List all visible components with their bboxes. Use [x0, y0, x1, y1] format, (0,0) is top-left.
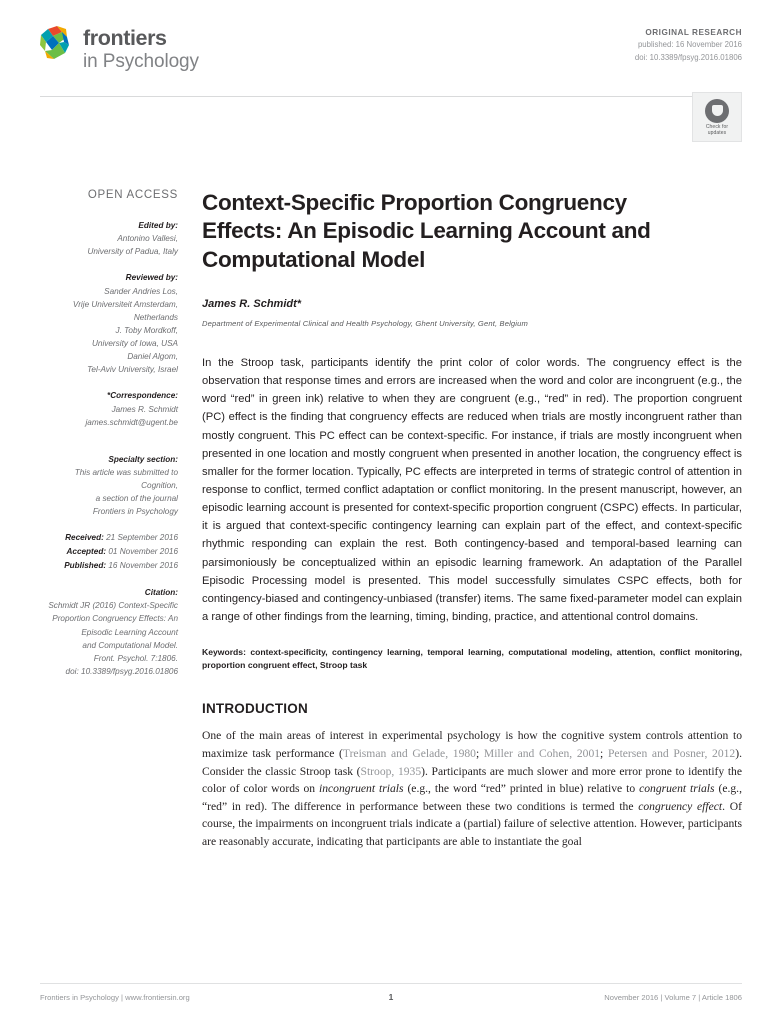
reviewer-line: Daniel Algom,: [127, 352, 178, 362]
citation-line: and Computational Model.: [82, 640, 178, 650]
crossmark-label-line2: updates: [707, 129, 727, 136]
reviewer-line: J. Toby Mordkoff,: [115, 325, 178, 335]
date-published-value: 16 November 2016: [108, 561, 178, 571]
footer-page-number: 1: [388, 992, 394, 1002]
author-affiliation: Department of Experimental Clinical and Health Psychology, Ghent University, Gent, Belgium: [202, 319, 528, 329]
header-article-meta: [635, 24, 742, 64]
journal-brand: [40, 24, 199, 71]
wordmark-frontiers: frontiers: [83, 26, 167, 50]
specialty-line: Cognition,: [141, 481, 178, 490]
wordmark-discipline: in Psychology: [83, 50, 199, 72]
citation-block: [40, 586, 178, 678]
intro-emphasis: incongruent trials: [319, 782, 404, 796]
introduction-paragraph: [202, 727, 742, 850]
citation-line: Proportion Congruency Effects: An: [52, 614, 178, 624]
header-divider: [40, 96, 742, 97]
article-doi[interactable]: doi: 10.3389/fpsyg.2016.01806: [634, 53, 742, 63]
intro-sep: ;: [600, 746, 608, 760]
published-date: published: 16 November 2016: [637, 40, 742, 49]
intro-text-b: ). Consider the classic Stroop task (: [202, 746, 742, 778]
date-received-label: Received:: [65, 533, 104, 543]
citation-link[interactable]: Miller and Cohen, 2001: [483, 746, 601, 760]
author-name: James R. Schmidt*: [202, 298, 302, 311]
crossmark-badge[interactable]: [692, 92, 742, 142]
article-type-label: ORIGINAL RESEARCH: [645, 28, 742, 37]
reviewer-line: Vrije Universiteit Amsterdam,: [72, 299, 178, 309]
keywords-list: context-specificity, contingency learning, temporal learning, computational modeling, attention, conflict monitoring, proportion congruent effect, Stroop task: [202, 647, 742, 671]
citation-label: Citation:: [144, 588, 178, 598]
specialty-label: Specialty section:: [108, 454, 178, 464]
intro-text-e: (e.g., “red” in red). The difference in performance between these two conditions is termed the: [202, 782, 742, 813]
specialty-line: Frontiers in Psychology: [92, 507, 178, 517]
specialty-line: This article was submitted to: [74, 467, 178, 477]
specialty-line: a section of the journal: [95, 494, 178, 504]
correspondence-email[interactable]: james.schmidt@ugent.be: [85, 417, 178, 427]
specialty-section-block: [40, 453, 178, 519]
crossmark-check-icon: [705, 99, 729, 123]
page-footer: [40, 983, 742, 1002]
date-accepted-value: 01 November 2016: [108, 547, 178, 557]
section-heading-introduction: INTRODUCTION: [202, 700, 308, 716]
citation-line: Front. Psychol. 7:1806.: [93, 653, 178, 663]
footer-journal-url[interactable]: Frontiers in Psychology | www.frontiersin.org: [40, 992, 190, 1002]
editor-name: Antonino Vallesi,: [117, 234, 178, 244]
abstract-text: In the Stroop task, participants identify the print color of color words. The congruency effect is the observation that response times and errors are increased when the word and color are incongruent (e.g., the word “red” in green ink) relative to when they are congruent (e.g., “red” in red). The proportion congruent (PC) effect is the finding that congruency effects are reduced when trials are mostly incongruent rather than mostly congruent. This PC effect can be context-specific. For instance, if trials are mostly incongruent when presented in one location and mostly congruent when presented in another location, the congruency effect is smaller for the former location. Typically, PC effects are interpreted in terms of strategic control of attention in response to conflict, termed conflict adaptation or conflict monitoring. In the present manuscript, however, an episodic learning account is presented for context-specific proportion congruent (CSPC) effects. In particular, it is argued that context-specific contingency learning can explain part of the effect, and context-specific rhythmic responding can explain the rest. Both contingency-based and temporal-based learning can parsimoniously be conceptualized within an episodic learning framework. An adaptation of the Parallel Episodic Processing model is presented. This model successfully simulates CSPC effects, both for contingency-biased and contingency-unbiased (transfer) items. The same fixed-parameter model can explain a range of other findings from the learning, timing, binding, practice, and attentional control domains.: [202, 357, 742, 623]
crossmark-label-line1: Check for: [705, 123, 729, 130]
citation-line: Schmidt JR (2016) Context-Specific: [48, 601, 178, 611]
reviewed-by-label: Reviewed by:: [125, 273, 178, 283]
left-sidebar: [40, 189, 202, 862]
date-received-value: 21 September 2016: [106, 533, 178, 543]
intro-text-c: ). Participants are much slower and more error prone to identify the color of color words on: [202, 764, 743, 796]
footer-divider: [40, 983, 742, 984]
correspondence-label: *Correspondence:: [107, 391, 178, 401]
date-published-label: Published:: [64, 561, 107, 571]
citation-link[interactable]: Petersen and Posner, 2012: [607, 746, 736, 760]
reviewer-line: University of Iowa, USA: [92, 339, 178, 348]
open-access-badge: OPEN ACCESS: [87, 189, 178, 201]
correspondence-block: [40, 389, 178, 428]
intro-emphasis: congruency effect: [638, 799, 723, 813]
footer-issue-info: November 2016 | Volume 7 | Article 1806: [604, 992, 743, 1002]
journal-wordmark: [83, 24, 199, 71]
intro-text-f: . Of course, the impairments on incongruent trials indicate a (partial) failure of selective attention. However, participants are reasonably accurate, indicating that participants are able to instantiate the goal: [202, 799, 742, 849]
date-accepted-label: Accepted:: [66, 547, 107, 557]
intro-emphasis: congruent trials: [639, 782, 715, 796]
page-content: [40, 189, 742, 862]
date-accepted: [40, 545, 178, 559]
reviewed-by-block: [40, 271, 178, 376]
reviewer-line: Tel-Aviv University, Israel: [87, 365, 178, 375]
citation-link[interactable]: Treisman and Gelade, 1980: [342, 746, 476, 760]
citation-doi[interactable]: doi: 10.3389/fpsyg.2016.01806: [65, 666, 178, 676]
article-dates-block: [40, 531, 178, 573]
frontiers-logo-icon: [40, 26, 74, 62]
reviewer-line: Netherlands: [133, 312, 178, 322]
edited-by-block: [40, 219, 178, 258]
citation-line: Episodic Learning Account: [81, 627, 178, 637]
editor-affiliation: University of Padua, Italy: [87, 247, 178, 257]
keywords-label: Keywords:: [202, 647, 246, 658]
reviewer-line: Sander Andries Los,: [104, 286, 178, 296]
intro-text-d: (e.g., the word “red” printed in blue) relative to: [403, 782, 640, 796]
citation-link[interactable]: Stroop, 1935: [360, 764, 422, 778]
main-column: [202, 189, 742, 862]
keywords-line: [202, 646, 742, 673]
intro-sep: ;: [475, 746, 484, 760]
masthead: [40, 0, 742, 86]
date-received: [40, 531, 178, 545]
page-title: Context-Specific Proportion Congruency Effects: An Episodic Learning Account and Computational Model: [202, 190, 651, 272]
correspondence-name: James R. Schmidt: [111, 404, 178, 414]
intro-text-a: One of the main areas of interest in experimental psychology is how the cognitive system controls attention to maximize task performance (: [202, 729, 742, 760]
edited-by-label: Edited by:: [138, 221, 178, 230]
date-published: [40, 559, 178, 573]
